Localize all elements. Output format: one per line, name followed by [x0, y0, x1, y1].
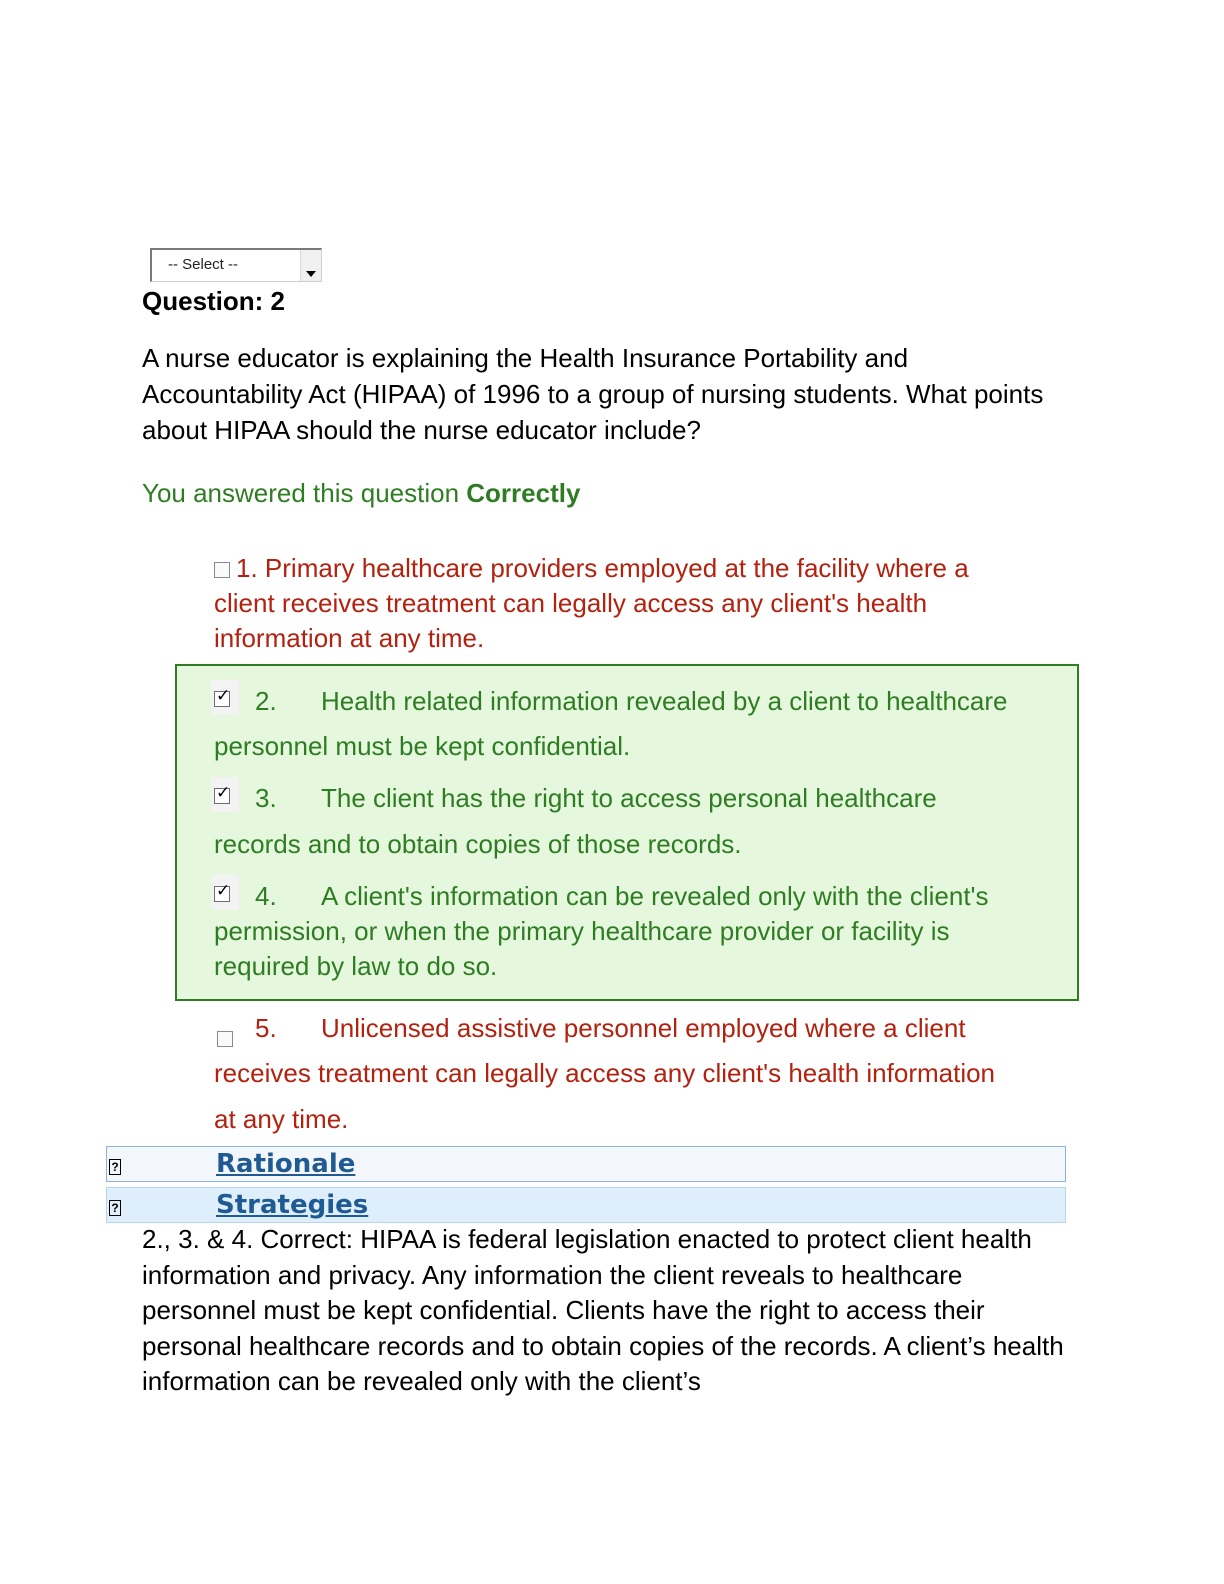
question-title: Question: 2	[142, 286, 286, 316]
strategies-link[interactable]: Strategies	[216, 1190, 369, 1220]
select-label: -- Select --	[168, 256, 239, 273]
rationale-text: 2., 3. & 4. Correct: HIPAA is federal legislation enacted to protect client health information and privacy. Any information the client reveals to healthcare personnel must be kept confidential. Clients have the right to access their personal healthcare records and to obtain copies of the records. A client’s health information can be revealed only with the client’s	[142, 1224, 1064, 1396]
result-prefix: You answered this question	[142, 478, 467, 508]
option-3-checkbox[interactable]	[214, 783, 231, 804]
answer-select[interactable]	[150, 248, 322, 282]
help-icon: ?	[109, 1200, 121, 1216]
option-4-text-line3: required by law to do so.	[214, 951, 498, 981]
option-4-text-line1: A client's information can be revealed only with the client's	[321, 881, 989, 911]
option-2-checkbox[interactable]	[214, 686, 231, 707]
option-4-checkbox-wrap	[214, 875, 239, 910]
chevron-down-icon[interactable]	[300, 250, 321, 281]
option-4-text-line2: permission, or when the primary healthcare provider or facility is	[214, 916, 950, 946]
checkmark-icon: ✓	[216, 686, 231, 705]
option-3-checkbox-wrap	[214, 777, 239, 812]
rationale-link[interactable]: Rationale	[216, 1149, 356, 1179]
option-1-text-line3: information at any time.	[214, 623, 485, 653]
option-1	[214, 553, 969, 584]
question-text: A nurse educator is explaining the Health Insurance Portability and Accountability Act (HIPAA) of 1996 to a group of nursing students. What points about HIPAA should the nurse educator include?	[142, 343, 1044, 445]
checkmark-icon: ✓	[216, 783, 231, 802]
option-2-text-line2: personnel must be kept confidential.	[214, 731, 631, 761]
option-4-checkbox[interactable]	[214, 881, 231, 902]
option-1-number: 1.	[236, 553, 258, 583]
option-2-text-line1: Health related information revealed by a client to healthcare	[321, 686, 1008, 716]
strategies-tab[interactable]	[106, 1187, 1066, 1223]
help-icon: ?	[109, 1159, 121, 1175]
option-2-number: 2.	[255, 686, 277, 716]
option-1-text-line2: client receives treatment can legally access any client's health	[214, 588, 928, 618]
option-1-checkbox[interactable]	[214, 562, 230, 578]
option-5-checkbox-wrap	[217, 1022, 239, 1053]
option-2-checkbox-wrap	[214, 680, 239, 715]
rationale-tab[interactable]	[106, 1146, 1066, 1182]
option-5-checkbox[interactable]	[217, 1031, 233, 1047]
option-3-text-line2: records and to obtain copies of those records.	[214, 829, 742, 859]
option-5-number: 5.	[255, 1013, 277, 1043]
option-3-text-line1: The client has the right to access personal healthcare	[321, 783, 937, 813]
result-status: Correctly	[466, 478, 581, 508]
option-3-number: 3.	[255, 783, 277, 813]
option-5-text-line1: Unlicensed assistive personnel employed where a client	[321, 1013, 966, 1043]
result-message	[142, 478, 580, 509]
option-5-text-line2: receives treatment can legally access any client's health information	[214, 1058, 996, 1088]
option-4-number: 4.	[255, 881, 277, 911]
option-1-text-line1: Primary healthcare providers employed at the facility where a	[264, 553, 969, 583]
checkmark-icon: ✓	[216, 881, 231, 900]
option-5-text-line3: at any time.	[214, 1104, 349, 1134]
